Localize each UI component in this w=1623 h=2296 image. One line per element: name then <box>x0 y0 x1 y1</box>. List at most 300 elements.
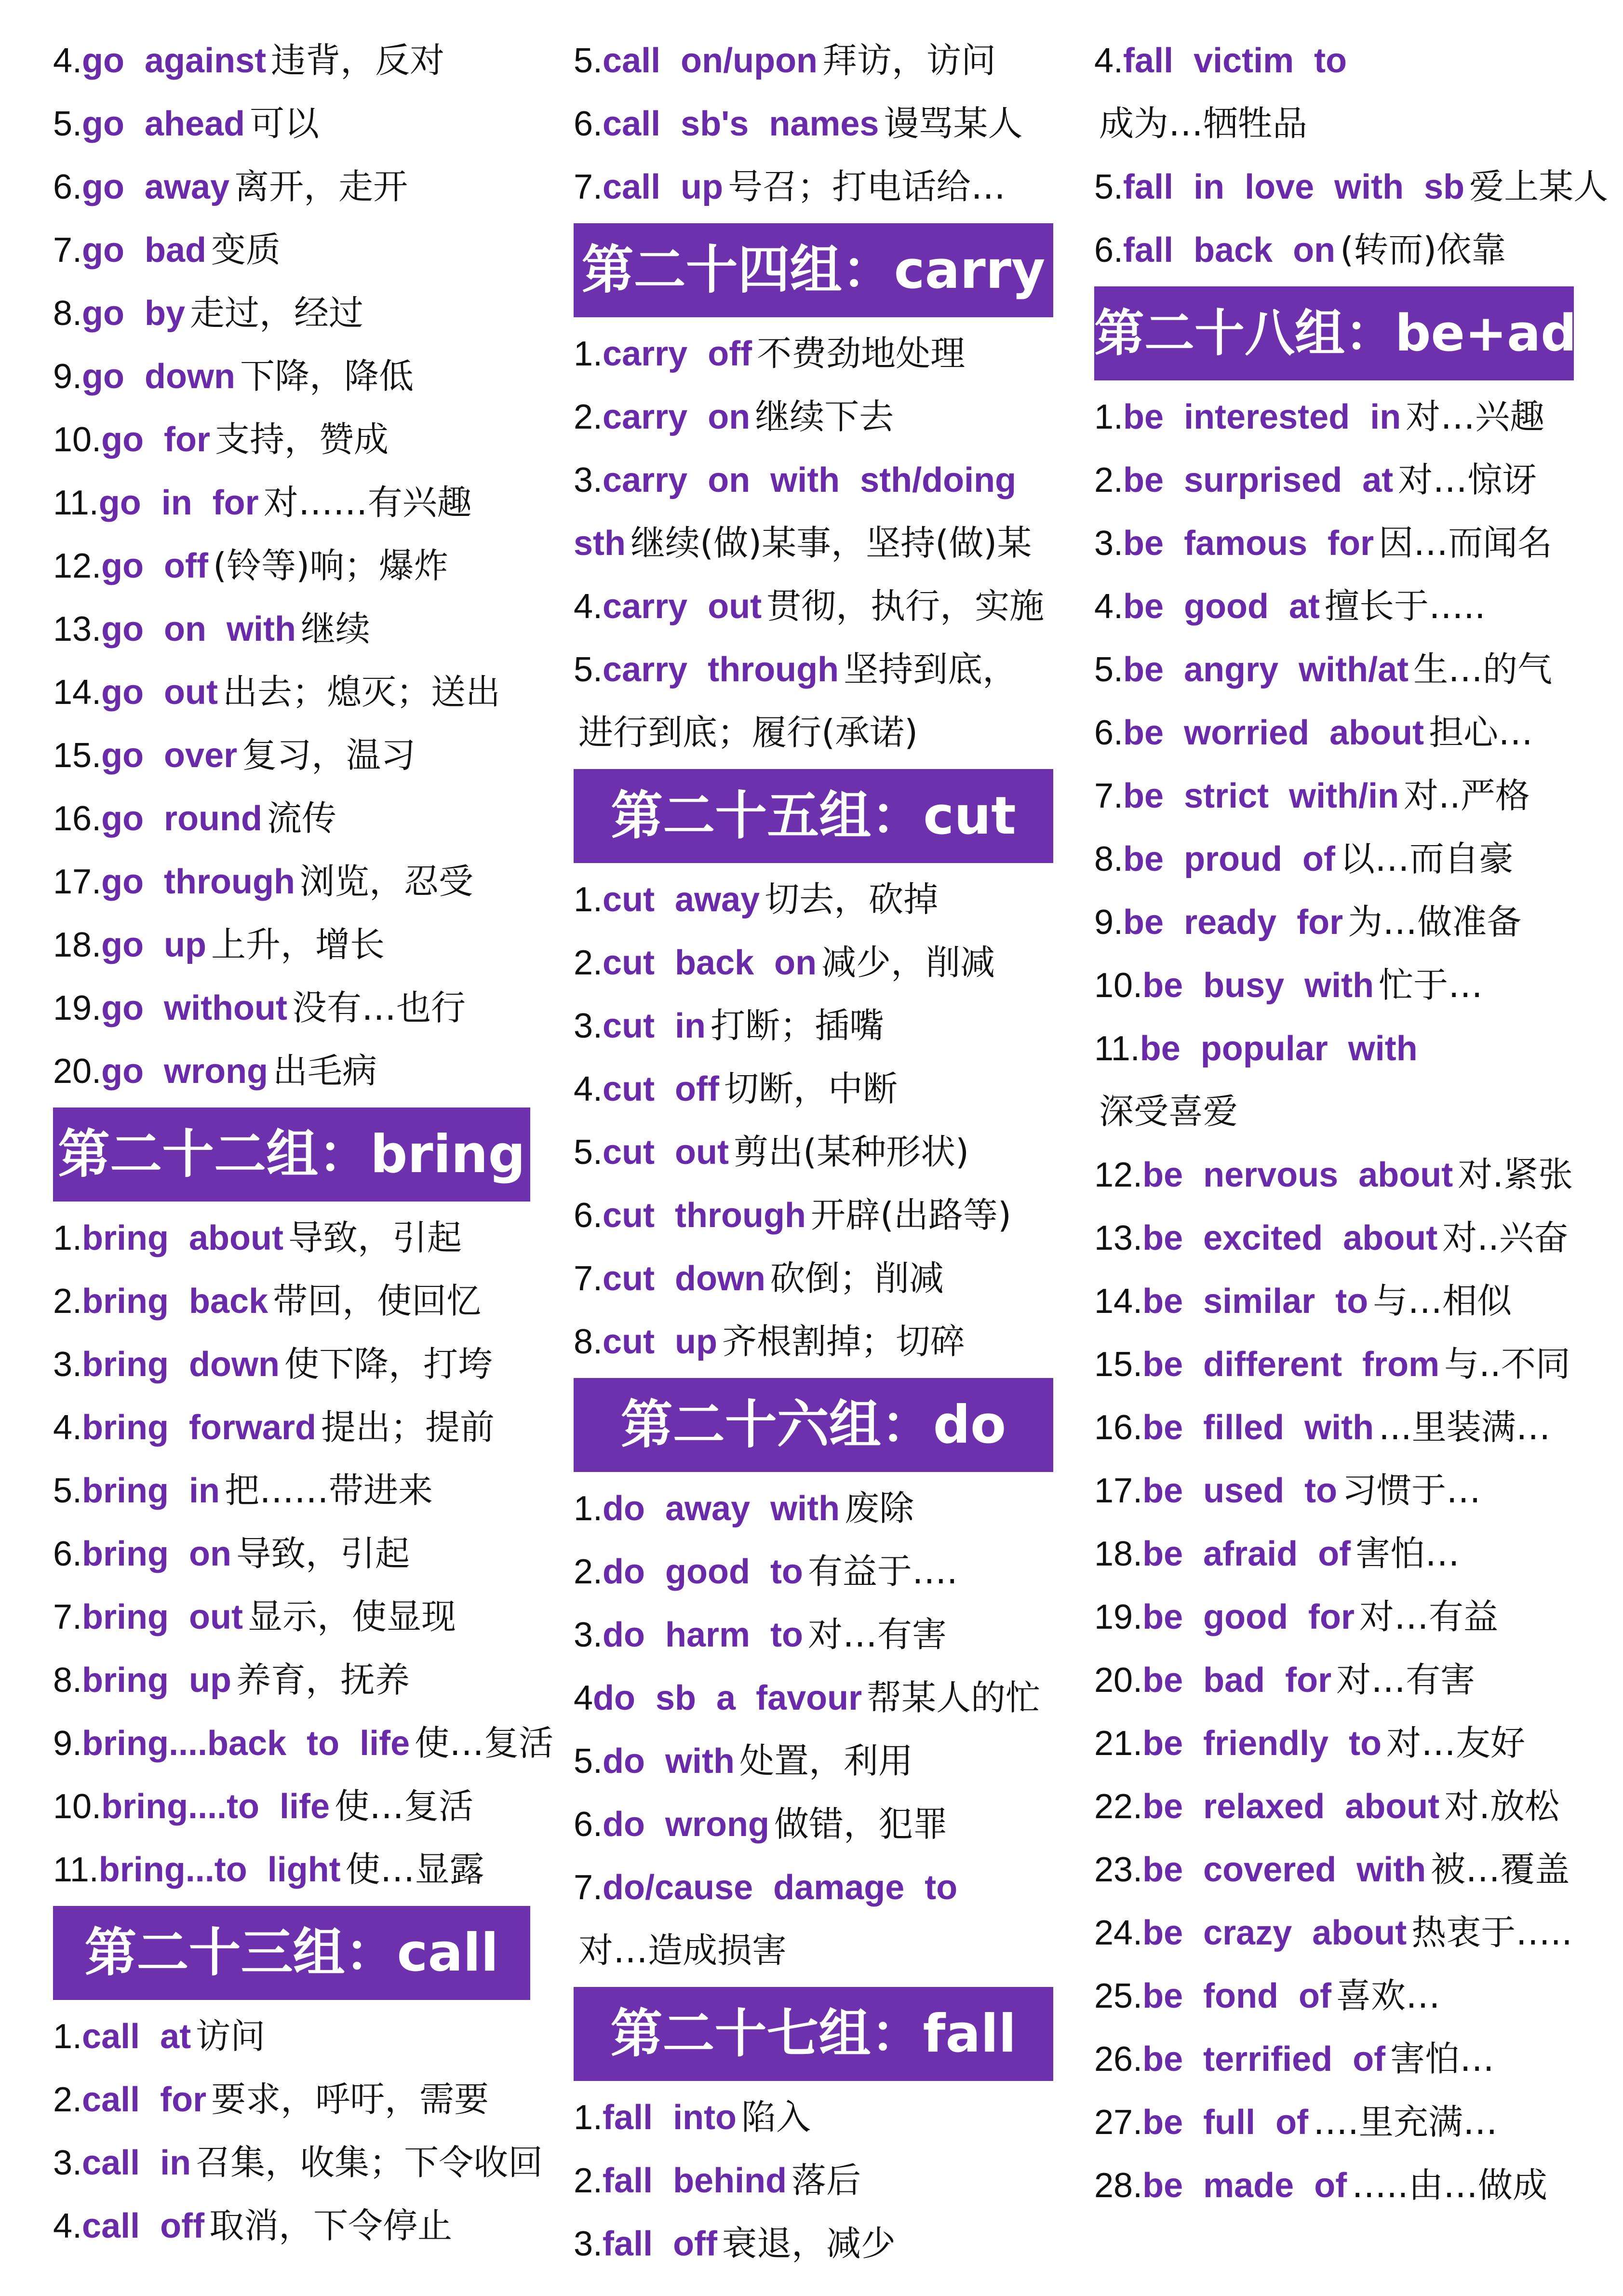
phrase-chinese: 出毛病 <box>273 1051 377 1091</box>
phrase-item <box>1094 1017 1581 1080</box>
phrase-item <box>574 1184 1065 1247</box>
phrase-chinese: 变质 <box>211 230 281 270</box>
phrase-item <box>53 2005 535 2068</box>
phrase-english: cut in <box>603 1007 706 1045</box>
phrase-item <box>53 1333 535 1396</box>
item-number: 16. <box>53 799 102 838</box>
item-number: 22. <box>1094 1787 1143 1826</box>
item-number: 11. <box>53 484 99 522</box>
item-number: 23. <box>1094 1850 1143 1889</box>
item-number: 6. <box>1094 714 1124 752</box>
group-header: 第二十二组：bring <box>53 1107 530 1202</box>
phrase-item <box>53 1459 535 1522</box>
phrase-item <box>53 1522 535 1585</box>
item-number: 16. <box>1094 1408 1143 1447</box>
item-number: 5. <box>1094 168 1124 206</box>
phrase-chinese: 对…友好 <box>1386 1723 1526 1763</box>
phrase-chinese: 成为…牺牲品 <box>1099 103 1308 144</box>
item-number: 28. <box>1094 2166 1143 2205</box>
phrase-item <box>1094 1838 1581 1901</box>
phrase-chinese: 衰退，减少 <box>722 2223 896 2264</box>
phrase-item <box>1094 29 1581 92</box>
phrase-item <box>574 701 1065 764</box>
phrase-item <box>53 913 535 976</box>
item-number: 2. <box>574 1553 603 1591</box>
phrase-chinese: 热衷于….. <box>1411 1912 1573 1953</box>
phrase-chinese: 深受喜爱 <box>1099 1091 1238 1132</box>
phrase-chinese: 召集，收集；下令收回 <box>196 2142 543 2183</box>
phrase-item <box>53 976 535 1040</box>
phrase-item <box>1094 1459 1581 1522</box>
phrase-chinese: 继续 <box>301 608 371 649</box>
item-number: 7. <box>1094 777 1124 815</box>
phrase-chinese: 违背，反对 <box>271 40 445 81</box>
phrase-chinese: 齐根割掉；切碎 <box>722 1321 966 1362</box>
phrase-english: carry on with sth/doing <box>603 461 1017 500</box>
item-number: 3. <box>53 2144 82 2182</box>
phrase-item <box>53 2131 543 2194</box>
phrase-item <box>53 534 535 597</box>
phrase-chinese: 因…而闻名 <box>1379 523 1553 563</box>
item-number: 1. <box>574 335 603 373</box>
item-number: 9. <box>53 1724 82 1763</box>
phrase-english: be proud of <box>1123 840 1335 878</box>
phrase-item <box>574 2086 1065 2149</box>
phrase-item <box>1094 1396 1581 1459</box>
phrase-item <box>574 638 1065 701</box>
item-number: 26. <box>1094 2040 1143 2079</box>
phrase-item <box>574 1540 1065 1603</box>
phrase-item <box>53 218 535 282</box>
item-number: 12. <box>53 547 102 585</box>
phrase-item <box>53 1040 535 1103</box>
phrase-english: bring....to life <box>101 1787 330 1826</box>
item-number: 6. <box>574 1805 603 1844</box>
phrase-english: cut away <box>603 880 760 919</box>
group-header: 第二十四组：carry <box>574 223 1053 317</box>
phrase-chinese: 带回，使回忆 <box>273 1281 482 1321</box>
phrase-item <box>1094 1585 1581 1648</box>
phrase-item <box>1094 512 1581 575</box>
phrase-chinese: 对…有害 <box>808 1614 947 1655</box>
phrase-english: be similar to <box>1142 1282 1368 1321</box>
phrase-chinese: 没有…也行 <box>292 987 466 1028</box>
phrase-chinese: 与..不同 <box>1444 1344 1570 1384</box>
phrase-english: be covered with <box>1142 1850 1426 1889</box>
phrase-english: go round <box>101 799 262 838</box>
phrase-english: cut up <box>603 1323 718 1361</box>
phrase-english: go by <box>82 294 186 333</box>
item-number: 6. <box>1094 231 1124 270</box>
phrase-chinese: 拜访，访问 <box>822 40 996 81</box>
item-number: 17. <box>1094 1472 1143 1510</box>
phrase-english: be fond of <box>1142 1977 1331 2015</box>
phrase-item <box>574 1729 1065 1793</box>
phrase-english: bring up <box>82 1661 231 1700</box>
phrase-item <box>53 661 535 724</box>
phrase-item <box>53 1838 535 1901</box>
phrase-english: carry on <box>603 398 751 436</box>
phrase-chinese: 走过，经过 <box>190 293 364 333</box>
item-number: 17. <box>53 863 102 901</box>
item-number: 2. <box>53 2080 82 2119</box>
phrase-chinese: 对..严格 <box>1404 775 1530 816</box>
phrase-english: call sb's names <box>603 105 879 143</box>
phrase-chinese: 对…兴趣 <box>1406 396 1545 437</box>
phrase-item <box>574 1477 1065 1540</box>
phrase-english: be busy with <box>1142 966 1374 1005</box>
phrase-item <box>53 1396 535 1459</box>
phrase-item <box>1094 1775 1581 1838</box>
phrase-english: fall back on <box>1123 231 1336 270</box>
phrase-english: do harm to <box>603 1616 804 1654</box>
item-number: 5. <box>1094 650 1124 689</box>
item-number: 1. <box>574 880 603 919</box>
phrase-english: sth <box>574 524 626 563</box>
phrase-chinese: 生…的气 <box>1413 649 1553 689</box>
column-2 <box>574 29 1065 2275</box>
phrase-item <box>574 1919 1065 1982</box>
item-number: 20. <box>53 1052 102 1091</box>
item-number: 8. <box>1094 840 1124 878</box>
phrase-item <box>53 1206 535 1270</box>
phrase-chinese: 对…造成损害 <box>578 1930 787 1971</box>
item-number: 4. <box>574 1070 603 1108</box>
phrase-item <box>53 92 535 155</box>
phrase-item <box>574 1856 1065 1919</box>
phrase-item <box>1094 1080 1581 1143</box>
phrase-item <box>53 724 535 787</box>
phrase-english: go wrong <box>101 1052 268 1091</box>
phrase-item <box>1094 1206 1581 1270</box>
phrase-chinese: 养育，抚养 <box>236 1660 410 1700</box>
phrase-chinese: 进行到底；履行(承诺) <box>578 712 918 753</box>
phrase-english: do/cause damage to <box>603 1868 958 1907</box>
phrase-english: call off <box>82 2207 205 2245</box>
item-number: 3. <box>1094 524 1124 563</box>
phrase-english: bring about <box>82 1219 283 1257</box>
phrase-item <box>574 931 1065 994</box>
phrase-english: fall victim to <box>1123 41 1347 80</box>
phrase-english: do sb a favour <box>593 1679 862 1717</box>
phrase-english: call on/upon <box>603 41 818 80</box>
phrase-chinese: 不费劲地处理 <box>757 333 966 374</box>
phrase-item <box>53 282 535 345</box>
item-number: 25. <box>1094 1977 1143 2015</box>
phrase-english: bring....back to life <box>82 1724 410 1763</box>
phrase-item <box>53 2068 535 2131</box>
phrase-item <box>1094 218 1581 282</box>
phrase-item <box>1094 764 1581 827</box>
item-number: 9. <box>53 357 82 396</box>
phrase-item <box>53 1270 535 1333</box>
phrase-chinese: 废除 <box>845 1488 914 1528</box>
item-number: 3. <box>574 1007 603 1045</box>
phrase-english: be good for <box>1142 1598 1355 1636</box>
phrase-english: bring...to light <box>98 1850 341 1889</box>
item-number: 14. <box>53 673 102 712</box>
phrase-item <box>574 512 1065 575</box>
item-number: 4. <box>1094 587 1124 626</box>
phrase-item <box>574 322 1065 385</box>
phrase-english: be excited about <box>1142 1219 1438 1257</box>
phrase-chinese: 显示，使显现 <box>247 1596 456 1637</box>
phrase-item <box>53 1585 535 1648</box>
phrase-english: fall off <box>603 2225 718 2263</box>
phrase-item <box>53 1712 554 1775</box>
phrase-english: do with <box>603 1742 735 1781</box>
phrase-item <box>53 1775 535 1838</box>
phrase-english: go bad <box>82 231 207 270</box>
phrase-chinese: 以…而自豪 <box>1340 838 1514 879</box>
phrase-item <box>53 2194 535 2257</box>
phrase-item <box>574 1057 1065 1121</box>
phrase-chinese: …..由…做成 <box>1352 2165 1547 2205</box>
column-3 <box>1094 29 1609 2217</box>
phrase-chinese: 坚持到底， <box>844 649 1018 689</box>
phrase-item <box>574 1666 1065 1729</box>
phrase-english: be popular with <box>1140 1029 1418 1068</box>
item-number: 2. <box>574 944 603 982</box>
phrase-chinese: 可以 <box>250 103 320 144</box>
phrase-chinese: 提出；提前 <box>321 1407 495 1447</box>
phrase-item <box>574 1603 1065 1666</box>
item-number: 5. <box>574 41 603 80</box>
phrase-item <box>574 155 1065 218</box>
phrase-item <box>53 29 535 92</box>
phrase-chinese: 喜欢… <box>1336 1975 1441 2016</box>
phrase-english: be bad for <box>1142 1661 1332 1700</box>
phrase-english: call at <box>82 2017 191 2056</box>
phrase-chinese: 出去；熄灭；送出 <box>223 672 501 712</box>
phrase-english: be worried about <box>1123 714 1424 752</box>
item-number: 10. <box>53 1787 102 1826</box>
phrase-english: be strict with/in <box>1123 777 1399 815</box>
phrase-english: call up <box>603 168 724 206</box>
phrase-english: cut back on <box>603 944 817 982</box>
phrase-item <box>574 1247 1065 1310</box>
phrase-english: do wrong <box>603 1805 769 1844</box>
phrase-chinese: 复习，温习 <box>242 735 416 775</box>
item-number: 20. <box>1094 1661 1143 1700</box>
phrase-english: bring forward <box>82 1408 317 1447</box>
phrase-english: be used to <box>1142 1472 1338 1510</box>
item-number: 11. <box>1094 1029 1140 1068</box>
item-number: 7. <box>574 1259 603 1298</box>
phrase-item <box>1094 2091 1581 2154</box>
phrase-chinese: 忙于… <box>1379 965 1483 1005</box>
phrase-english: be famous for <box>1123 524 1374 563</box>
phrase-english: go against <box>82 41 267 80</box>
item-number: 11. <box>53 1850 99 1889</box>
phrase-chinese: 号召；打电话给… <box>728 166 1006 207</box>
phrase-chinese: 有益于…. <box>807 1551 958 1592</box>
phrase-english: be full of <box>1142 2103 1309 2142</box>
phrase-chinese: 对…有害 <box>1336 1660 1475 1700</box>
phrase-chinese: 剪出(某种形状) <box>734 1132 969 1172</box>
phrase-item <box>1094 1901 1581 1964</box>
phrase-english: fall into <box>603 2098 737 2137</box>
item-number: 13. <box>1094 1219 1143 1257</box>
phrase-english: bring in <box>82 1472 220 1510</box>
phrase-item <box>1094 1964 1581 2027</box>
item-number: 4 <box>574 1679 593 1717</box>
phrase-chinese: 打断；插嘴 <box>711 1005 885 1046</box>
phrase-english: be nervous about <box>1142 1156 1453 1194</box>
phrase-item <box>1094 701 1581 764</box>
group-header: 第二十三组：call <box>53 1906 530 2000</box>
phrase-item <box>53 850 535 913</box>
phrase-chinese: ….里充满… <box>1313 2102 1498 2142</box>
item-number: 7. <box>574 168 603 206</box>
phrase-english: go for <box>101 420 211 459</box>
item-number: 7. <box>53 1598 82 1636</box>
item-number: 8. <box>574 1323 603 1361</box>
phrase-chinese: 陷入 <box>741 2097 811 2137</box>
item-number: 5. <box>574 1742 603 1781</box>
phrase-chinese: 访问 <box>196 2016 266 2056</box>
item-number: 8. <box>53 294 82 333</box>
phrase-item <box>574 575 1065 638</box>
item-number: 5. <box>574 650 603 689</box>
phrase-chinese: 处置，利用 <box>739 1741 913 1781</box>
phrase-english: cut down <box>603 1259 765 1298</box>
phrase-english: be ready for <box>1123 903 1343 942</box>
item-number: 3. <box>574 461 603 500</box>
phrase-chinese: 被…覆盖 <box>1431 1849 1570 1890</box>
item-number: 6. <box>53 168 82 206</box>
item-number: 4. <box>53 41 82 80</box>
phrase-chinese: 谩骂某人 <box>884 103 1023 144</box>
phrase-item <box>574 868 1065 931</box>
phrase-english: be crazy about <box>1142 1914 1407 1952</box>
phrase-chinese: 导致，引起 <box>236 1533 410 1574</box>
phrase-english: be different from <box>1142 1345 1440 1384</box>
item-number: 19. <box>1094 1598 1143 1636</box>
item-number: 3. <box>574 1616 603 1654</box>
phrase-item <box>1094 575 1581 638</box>
phrase-chinese: 继续(做)某事，坚持(做)某 <box>630 523 1032 563</box>
group-header: 第二十八组：be+adj <box>1094 286 1574 380</box>
item-number: 1. <box>53 2017 82 2056</box>
phrase-english: go on with <box>101 610 296 648</box>
phrase-english: cut off <box>603 1070 719 1108</box>
phrase-item <box>574 448 1065 512</box>
phrase-english: cut through <box>603 1196 806 1235</box>
item-number: 1. <box>53 1219 82 1257</box>
phrase-chinese: 要求，呼吁，需要 <box>211 2079 489 2120</box>
phrase-english: bring down <box>82 1345 280 1384</box>
phrase-english: be terrified of <box>1142 2040 1386 2079</box>
item-number: 12. <box>1094 1156 1143 1194</box>
phrase-english: be surprised at <box>1123 461 1394 500</box>
phrase-english: go up <box>101 926 207 964</box>
item-number: 2. <box>1094 461 1124 500</box>
phrase-english: go down <box>82 357 235 396</box>
phrase-item <box>1094 1143 1581 1206</box>
phrase-chinese: 为…做准备 <box>1348 902 1522 942</box>
phrase-english: bring out <box>82 1598 243 1636</box>
item-number: 6. <box>574 1196 603 1235</box>
phrase-item <box>53 345 535 408</box>
phrase-english: be friendly to <box>1142 1724 1382 1763</box>
group-header: 第二十七组：fall <box>574 1987 1053 2081</box>
phrase-item <box>1094 2154 1581 2217</box>
phrase-english: be interested in <box>1123 398 1401 436</box>
phrase-english: go ahead <box>82 105 245 143</box>
item-number: 5. <box>53 105 82 143</box>
phrase-chinese: 使…复活 <box>415 1723 554 1763</box>
phrase-english: bring back <box>82 1282 268 1321</box>
phrase-item <box>1094 827 1581 891</box>
item-number: 1. <box>574 1489 603 1528</box>
phrase-english: go out <box>101 673 218 712</box>
item-number: 4. <box>53 1408 82 1447</box>
item-number: 10. <box>53 420 102 459</box>
item-number: 1. <box>1094 398 1124 436</box>
phrase-english: be angry with/at <box>1123 650 1409 689</box>
item-number: 15. <box>53 736 102 775</box>
item-number: 15. <box>1094 1345 1143 1384</box>
phrase-chinese: 下降，降低 <box>240 356 414 396</box>
phrase-item <box>53 597 535 661</box>
item-number: 4. <box>53 2207 82 2245</box>
phrase-chinese: 浏览，忍受 <box>299 861 473 902</box>
phrase-item <box>1094 155 1609 218</box>
phrase-item <box>574 2212 1065 2275</box>
item-number: 3. <box>53 1345 82 1384</box>
item-number: 18. <box>1094 1535 1143 1573</box>
item-number: 2. <box>574 2161 603 2200</box>
item-number: 5. <box>53 1472 82 1510</box>
phrase-chinese: 上升，增长 <box>211 924 385 965</box>
phrase-english: go off <box>101 547 208 585</box>
phrase-item <box>1094 638 1581 701</box>
group-header: 第二十六组：do <box>574 1378 1053 1472</box>
phrase-english: bring on <box>82 1535 231 1573</box>
item-number: 2. <box>53 1282 82 1321</box>
phrase-item <box>1094 448 1581 512</box>
item-number: 14. <box>1094 1282 1143 1321</box>
phrase-chinese: 对.紧张 <box>1458 1154 1573 1195</box>
phrase-chinese: 开辟(出路等) <box>810 1195 1012 1235</box>
phrase-chinese: 离开，走开 <box>234 166 408 207</box>
item-number: 6. <box>574 105 603 143</box>
phrase-chinese: 对…惊讶 <box>1398 459 1537 500</box>
phrase-chinese: 对.放松 <box>1444 1786 1560 1826</box>
phrase-english: call for <box>82 2080 207 2119</box>
item-number: 4. <box>1094 41 1124 80</box>
phrase-chinese: (铃等)响；爆炸 <box>213 545 449 586</box>
phrase-item <box>53 787 535 850</box>
phrase-item <box>1094 2027 1581 2091</box>
phrase-english: do good to <box>603 1553 803 1591</box>
item-number: 6. <box>53 1535 82 1573</box>
phrase-chinese: 对..兴奋 <box>1442 1217 1569 1258</box>
phrase-item <box>574 1121 1065 1184</box>
phrase-chinese: 继续下去 <box>755 396 894 437</box>
item-number: 3. <box>574 2225 603 2263</box>
phrase-item <box>53 1648 535 1712</box>
item-number: 27. <box>1094 2103 1143 2142</box>
phrase-chinese: 流传 <box>267 798 337 838</box>
phrase-chinese: 落后 <box>791 2160 861 2201</box>
phrase-item <box>574 1793 1065 1856</box>
phrase-chinese: 取消，下令停止 <box>209 2205 453 2246</box>
phrase-item <box>574 29 1065 92</box>
item-number: 10. <box>1094 966 1143 1005</box>
phrase-chinese: 支持，赞成 <box>215 419 389 459</box>
